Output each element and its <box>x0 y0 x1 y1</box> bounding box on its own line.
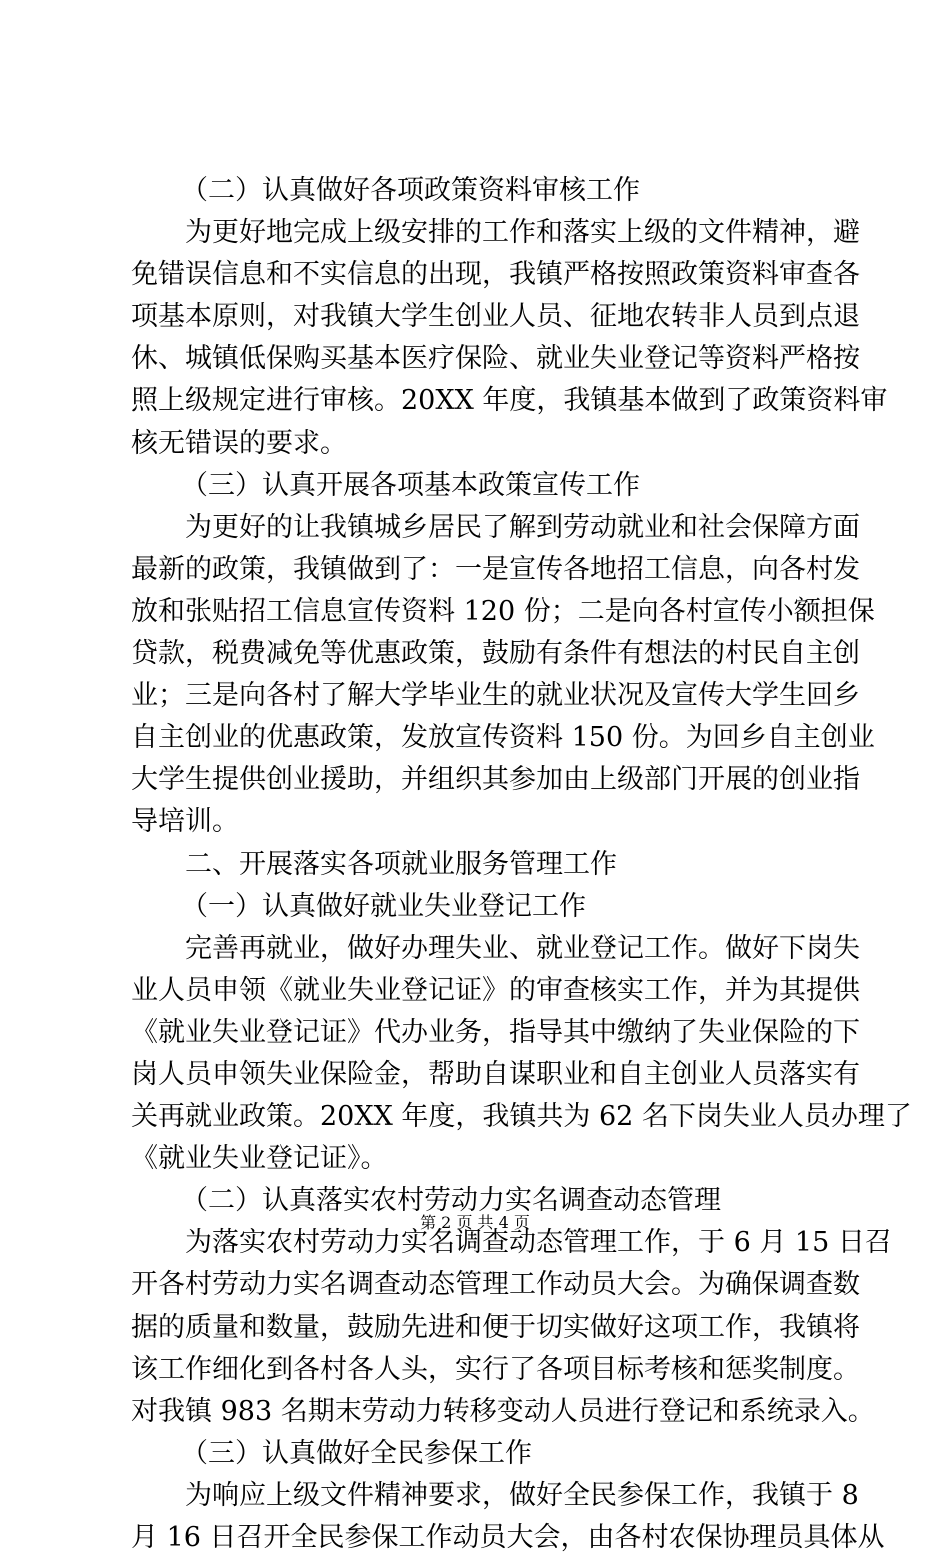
text-line: 二、开展落实各项就业服务管理工作 <box>185 848 617 880</box>
text-line: （三）认真开展各项基本政策宣传工作 <box>181 469 640 501</box>
text-line: 《就业失业登记证》代办业务，指导其中缴纳了失业保险的下 <box>131 1016 860 1048</box>
text-line: 该工作细化到各村各人头，实行了各项目标考核和惩奖制度。 <box>131 1353 860 1385</box>
text-line: 最新的政策，我镇做到了：一是宣传各地招工信息，向各村发 <box>131 553 860 585</box>
text-line: 开各村劳动力实名调查动态管理工作动员大会。为确保调查数 <box>131 1269 860 1301</box>
text-line: 完善再就业，做好办理失业、就业登记工作。做好下岗失 <box>185 932 860 964</box>
text-line: 核无错误的要求。 <box>131 427 347 459</box>
text-line: 休、城镇低保购买基本医疗保险、就业失业登记等资料严格按 <box>131 343 860 375</box>
text-line: 关再就业政策。20XX 年度，我镇共为 62 名下岗失业人员办理了 <box>131 1101 912 1133</box>
text-line: （一）认真做好就业失业登记工作 <box>181 890 586 922</box>
text-line: 业人员申领《就业失业登记证》的审查核实工作，并为其提供 <box>131 974 860 1006</box>
text-line: 免错误信息和不实信息的出现，我镇严格按照政策资料审查各 <box>131 259 860 291</box>
text-line: （三）认真做好全民参保工作 <box>181 1437 532 1469</box>
text-line: 为更好的让我镇城乡居民了解到劳动就业和社会保障方面 <box>185 511 860 543</box>
text-line: 贷款，税费减免等优惠政策，鼓励有条件有想法的村民自主创 <box>131 638 860 670</box>
text-line: 项基本原则，对我镇大学生创业人员、征地农转非人员到点退 <box>131 301 860 333</box>
text-line: 自主创业的优惠政策，发放宣传资料 150 份。为回乡自主创业 <box>131 722 875 754</box>
text-line: 月 16 日召开全民参保工作动员大会，由各村农保协理员具体从 <box>131 1522 885 1553</box>
text-line: 为更好地完成上级安排的工作和落实上级的文件精神，避 <box>185 217 860 249</box>
text-line: 为落实农村劳动力实名调查动态管理工作，于 6 月 15 日召 <box>185 1227 892 1259</box>
text-line: 照上级规定进行审核。20XX 年度，我镇基本做到了政策资料审 <box>131 385 888 417</box>
text-line: 岗人员申领失业保险金，帮助自谋职业和自主创业人员落实有 <box>131 1058 860 1090</box>
text-line: 放和张贴招工信息宣传资料 120 份；二是向各村宣传小额担保 <box>131 595 875 627</box>
document-body <box>131 170 912 1559</box>
text-line: （二）认真落实农村劳动力实名调查动态管理 <box>181 1185 721 1217</box>
text-line: 业；三是向各村了解大学毕业生的就业状况及宣传大学生回乡 <box>131 680 860 712</box>
text-line: 对我镇 983 名期末劳动力转移变动人员进行登记和系统录入。 <box>131 1395 875 1427</box>
text-line: 大学生提供创业援助，并组织其参加由上级部门开展的创业指 <box>131 764 860 796</box>
text-line: 为响应上级文件精神要求，做好全民参保工作，我镇于 8 <box>185 1479 859 1511</box>
page-footer: 第 2 页 共 4 页 <box>420 1213 530 1232</box>
text-line: 《就业失业登记证》。 <box>131 1143 388 1175</box>
text-line: 导培训。 <box>131 806 239 838</box>
text-line: （二）认真做好各项政策资料审核工作 <box>181 175 640 206</box>
text-line: 据的质量和数量，鼓励先进和便于切实做好这项工作，我镇将 <box>131 1311 860 1343</box>
